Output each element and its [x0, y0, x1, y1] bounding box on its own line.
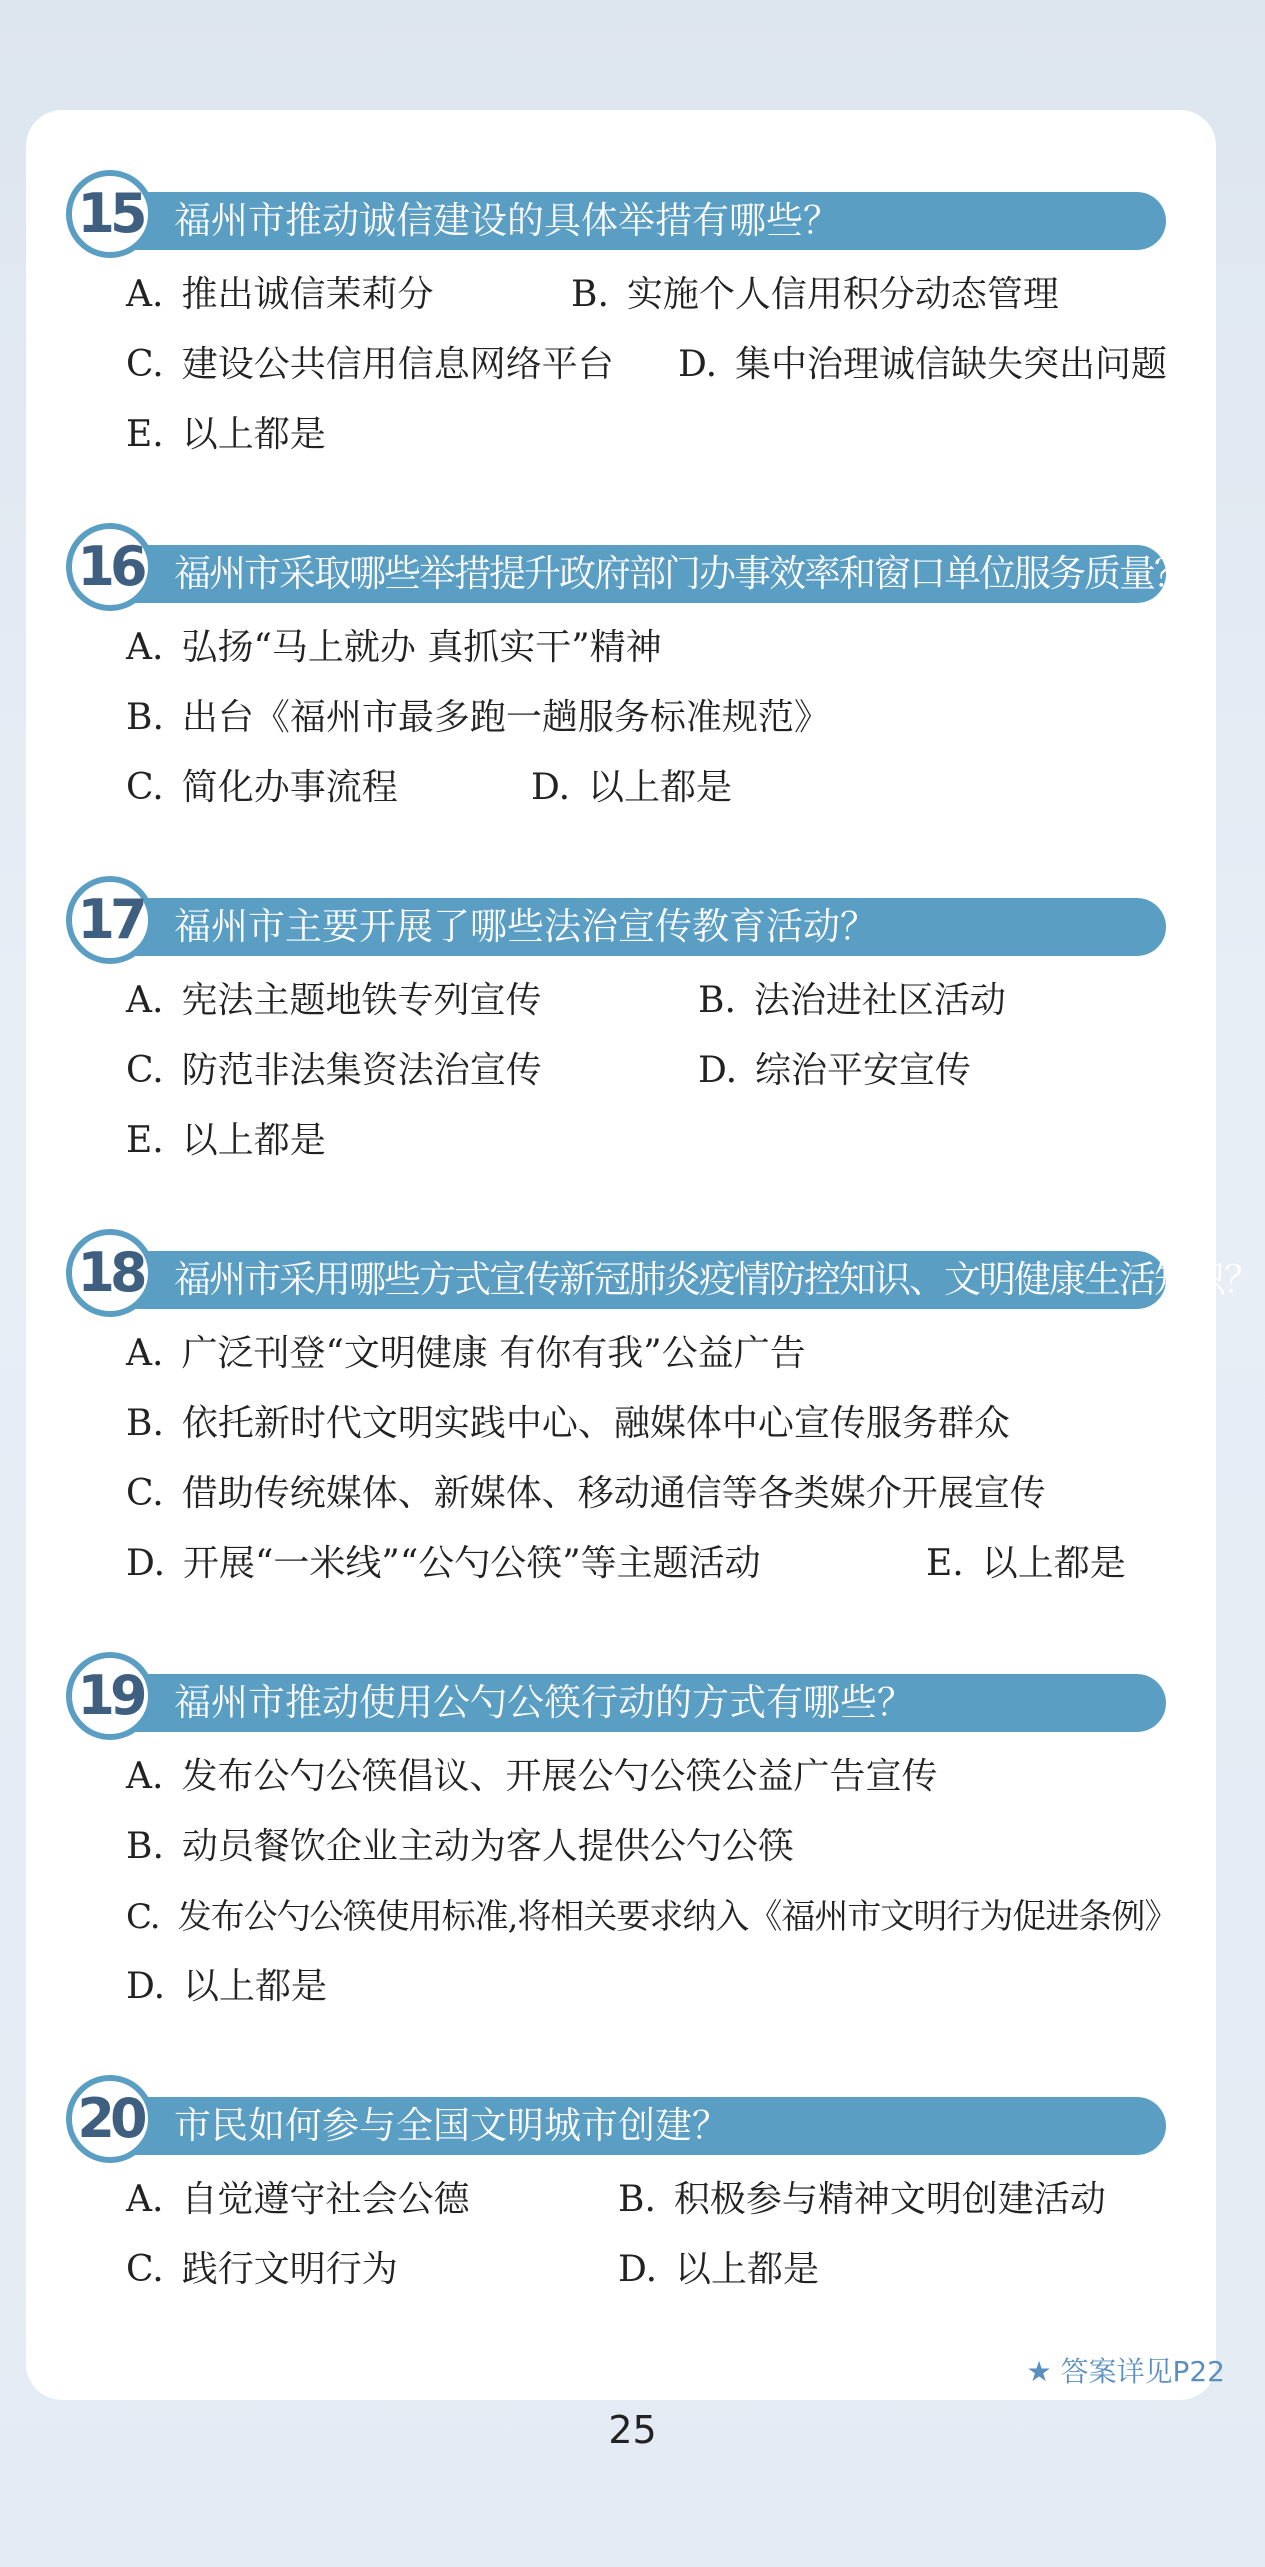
option-c: C. 践行文明行为 [126, 2249, 398, 2290]
question-number: 16 [66, 523, 154, 611]
option-d: D. 集中治理诚信缺失突出问题 [678, 344, 1168, 385]
page-number: 25 [608, 2408, 657, 2452]
option-d: D. 以上都是 [618, 2249, 820, 2290]
question-number: 17 [66, 876, 154, 964]
option-e: E. 以上都是 [126, 1120, 326, 1161]
option-e: E. 以上都是 [926, 1543, 1126, 1584]
question-15 [66, 170, 1206, 470]
option-a: A. 弘扬“马上就办 真抓实干”精神 [126, 627, 662, 668]
option-b: B. 实施个人信用积分动态管理 [571, 274, 1059, 315]
option-c: C. 防范非法集资法治宣传 [126, 1050, 542, 1091]
option-b: B. 出台《福州市最多跑一趟服务标准规范》 [126, 697, 830, 738]
question-number: 19 [66, 1652, 154, 1740]
question-number: 18 [66, 1229, 154, 1317]
question-number: 20 [66, 2075, 154, 2163]
option-b: B. 依托新时代文明实践中心、融媒体中心宣传服务群众 [126, 1403, 1010, 1444]
option-d: D. 综治平安宣传 [698, 1050, 972, 1091]
question-text: 福州市主要开展了哪些法治宣传教育活动？ [174, 905, 877, 948]
question-text: 福州市采取哪些举措提升政府部门办事效率和窗口单位服务质量？ [174, 552, 1189, 595]
option-a: A. 发布公勺公筷倡议、开展公勺公筷公益广告宣传 [126, 1756, 938, 1797]
option-c: C. 借助传统媒体、新媒体、移动通信等各类媒介开展宣传 [126, 1473, 1046, 1514]
question-text: 福州市推动使用公勺公筷行动的方式有哪些？ [174, 1681, 914, 1724]
option-a: A. 广泛刊登“文明健康 有你有我”公益广告 [126, 1333, 806, 1374]
option-b: B. 积极参与精神文明创建活动 [618, 2179, 1106, 2220]
option-b: B. 法治进社区活动 [698, 980, 1006, 1021]
option-d: D. 以上都是 [126, 1966, 328, 2007]
question-text: 福州市推动诚信建设的具体举措有哪些？ [174, 199, 840, 242]
question-18 [66, 1229, 1259, 1599]
option-c: C. 建设公共信用信息网络平台 [126, 344, 614, 385]
option-b: B. 动员餐饮企业主动为客人提供公勺公筷 [126, 1826, 794, 1867]
option-c: C. 发布公勺公筷使用标准,将相关要求纳入《福州市文明行为促进条例》 [126, 1897, 1178, 1937]
option-a: A. 宪法主题地铁专列宣传 [126, 980, 542, 1021]
question-19 [66, 1652, 1206, 2022]
question-text: 福州市采用哪些方式宣传新冠肺炎疫情防控知识、文明健康生活知识？ [174, 1258, 1259, 1301]
question-17 [66, 876, 1206, 1176]
option-d: D. 开展“一米线”“公勺公筷”等主题活动 [126, 1543, 761, 1584]
question-16 [66, 523, 1206, 823]
option-c: C. 简化办事流程 [126, 767, 398, 808]
quiz-card [26, 110, 1259, 2400]
question-text: 市民如何参与全国文明城市创建？ [174, 2104, 729, 2147]
option-e: E. 以上都是 [126, 414, 326, 455]
question-20 [66, 2075, 1206, 2305]
option-d: D. 以上都是 [531, 767, 733, 808]
option-a: A. 自觉遵守社会公德 [126, 2179, 470, 2220]
question-number: 15 [66, 170, 154, 258]
answer-reference-note: ★ 答案详见P22 [1026, 2355, 1225, 2388]
option-a: A. 推出诚信茉莉分 [126, 274, 434, 315]
